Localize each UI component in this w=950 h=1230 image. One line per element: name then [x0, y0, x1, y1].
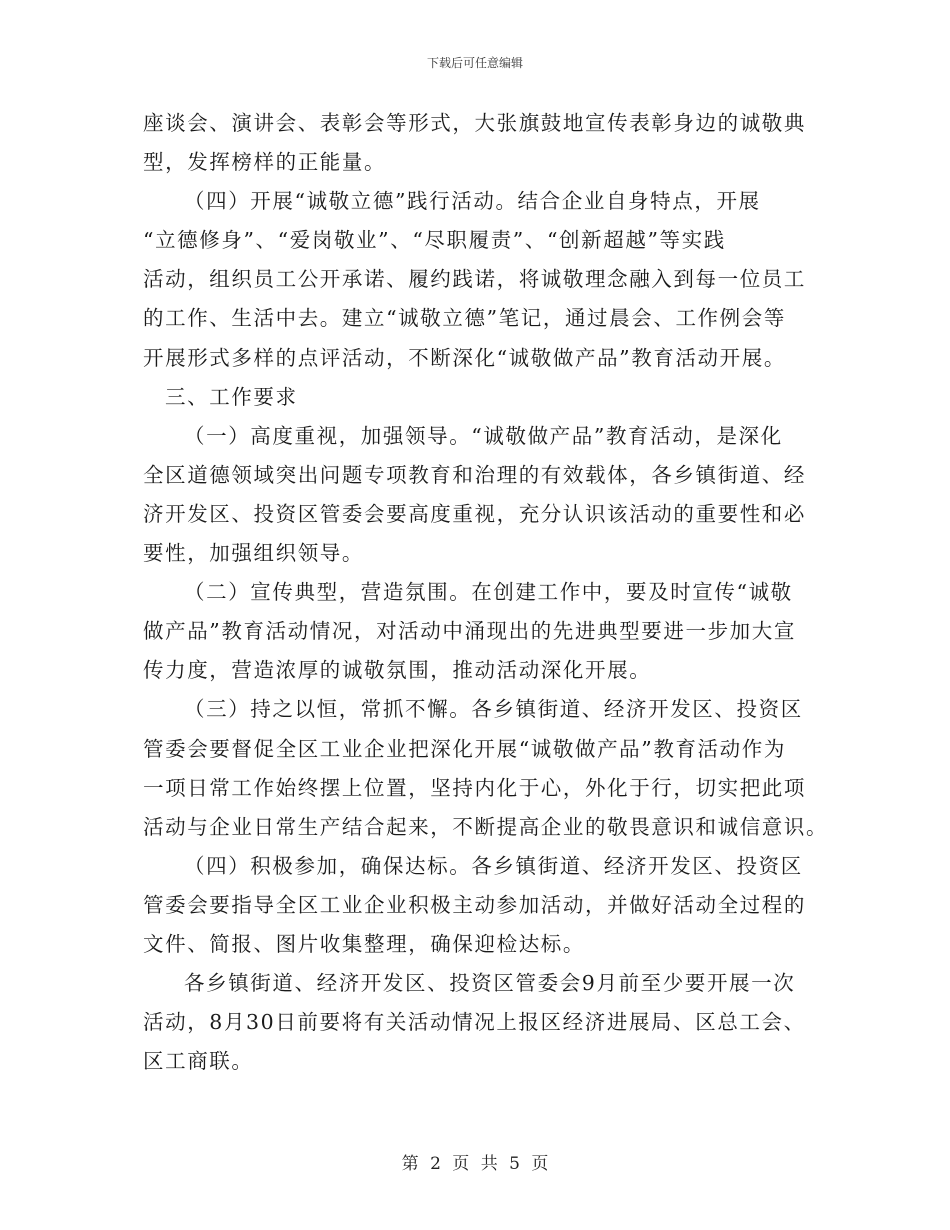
paragraph-line: （四）积极参加，确保达标。各乡镇街道、经济开发区、投资区 [184, 853, 803, 878]
paragraph-line: （四）开展“诚敬立德”践行活动。结合企业自身特点，开展 [184, 189, 761, 214]
paragraph-line: 做产品”教育活动情况，对活动中涌现出的先进典型要进一步加大宣 [143, 619, 796, 644]
paragraph-line: （三）持之以恒，常抓不懈。各乡镇街道、经济开发区、投资区 [184, 697, 803, 722]
paragraph-line: 管委会要指导全区工业企业积极主动参加活动，并做好活动全过程的 [143, 892, 806, 917]
paragraph-line: 活动与企业日常生产结合起来，不断提高企业的敬畏意识和诚信意识。 [143, 814, 829, 839]
paragraph-line: 的工作、生活中去。建立“诚敬立德”笔记，通过晨会、工作例会等 [143, 306, 786, 331]
paragraph-line: 开展形式多样的点评活动，不断深化“诚敬做产品”教育活动开展。 [143, 345, 786, 370]
paragraph-line: 三、工作要求 [165, 384, 298, 409]
paragraph-line: （二）宣传典型，营造氛围。在创建工作中，要及时宣传“诚敬 [184, 580, 793, 605]
page-number-footer: 第 2 页 共 5 页 [401, 1154, 549, 1174]
paragraph-line: （一）高度重视，加强领导。“诚敬做产品”教育活动，是深化 [184, 423, 783, 448]
paragraph-line: 区工商联。 [143, 1049, 254, 1074]
paragraph-line: “立德修身”、“爱岗敬业”、“尽职履责”、“创新超越”等实践 [143, 228, 726, 253]
paragraph-line: 座谈会、演讲会、表彰会等形式，大张旗鼓地宣传表彰身边的诚敬典 [143, 111, 806, 135]
paragraph-line: 要性，加强组织领导。 [143, 541, 364, 566]
paragraph-line: 文件、简报、图片收集整理，确保迎检达标。 [143, 931, 585, 956]
paragraph-line: 型，发挥榜样的正能量。 [143, 150, 387, 175]
paragraph-line: 各乡镇街道、经济开发区、投资区管委会9月前至少要开展一次 [184, 971, 796, 996]
paragraph-line: 一项日常工作始终摆上位置，坚持内化于心，外化于行，切实把此项 [143, 775, 806, 800]
paragraph-line: 济开发区、投资区管委会要高度重视，充分认识该活动的重要性和必 [143, 501, 806, 526]
paragraph-line: 全区道德领域突出问题专项教育和治理的有效载体，各乡镇街道、经 [143, 462, 806, 487]
document-body [143, 104, 829, 1081]
paragraph-line: 活动，8月30日前要将有关活动情况上报区经济进展局、区总工会、 [143, 1010, 806, 1035]
paragraph-line: 传力度，营造浓厚的诚敬氛围，推动活动深化开展。 [143, 658, 652, 683]
paragraph-line: 活动，组织员工公开承诺、履约践诺，将诚敬理念融入到每一位员工 [143, 267, 806, 292]
paragraph-line: 管委会要督促全区工业企业把深化开展“诚敬做产品”教育活动作为 [143, 736, 786, 761]
header-note: 下载后可任意编辑 [426, 56, 523, 70]
